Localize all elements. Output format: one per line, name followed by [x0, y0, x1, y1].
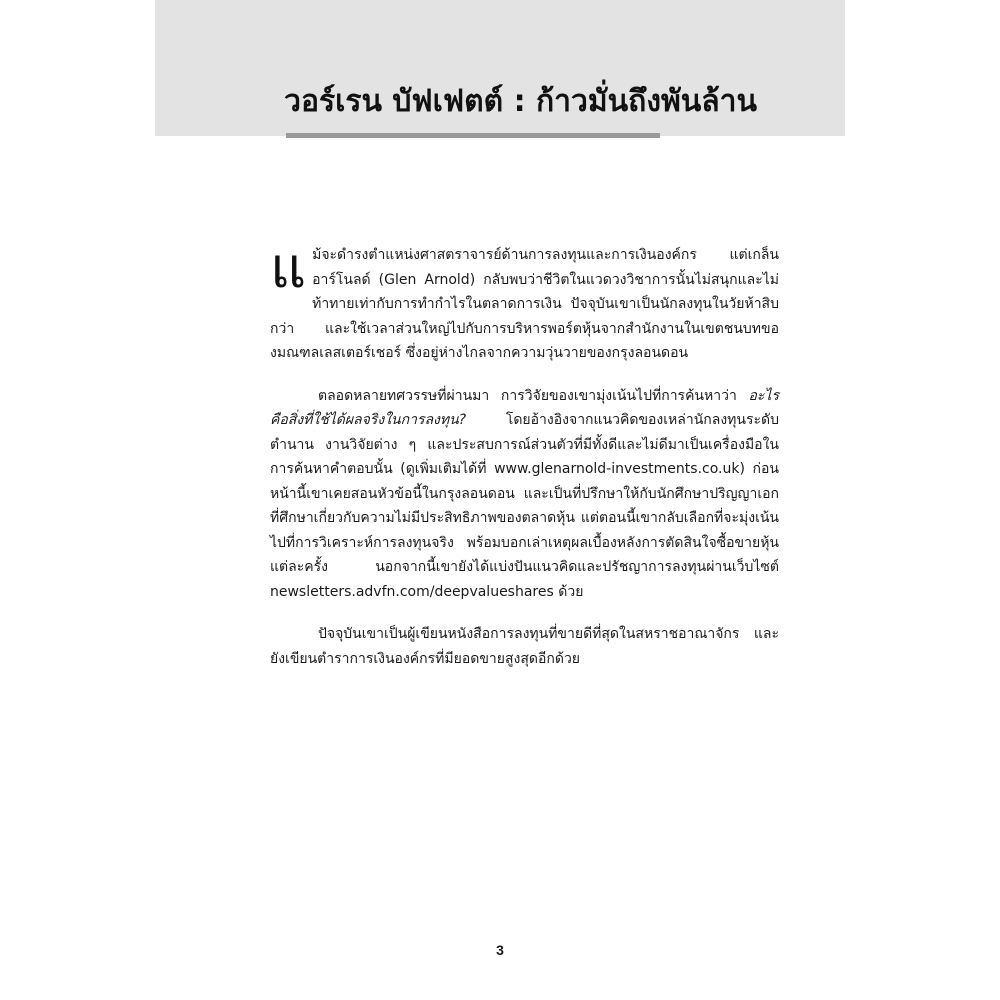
drop-cap: แ — [270, 236, 307, 301]
paragraph-2-rest: โดยอ้างอิงจากแนวคิดของเหล่านักลงทุนระดับตำนาน งานวิจัยต่าง ๆ และประสบการณ์ส่วนตัวที่มีทั้งดีและไม่ดีมาเป็นเครื่องมือในการค้นหาคำตอบนั้น (ดูเพิ่มเติมได้ที่ www.glenarnold-investments.co.uk) ก่อนหน้านี้เขาเคยสอนหัวข้อนี้ในกรุงลอนดอน และเป็นที่ปรึกษาให้กับนักศึกษาปริญญาเอกที่ศึกษาเกี่ยวกับความไม่มีประสิทธิภาพของตลาดหุ้น แต่ตอนนี้เขากลับเลือกที่จะมุ่งเน้นไปที่การวิเคราะห์การลงทุนจริง พร้อมบอกเล่าเหตุผลเบื้องหลังการตัดสินใจซื้อขายหุ้นแต่ละครั้ง นอกจากนี้เขายังได้แบ่งปันแนวคิดและปรัชญาการลงทุนผ่านเว็บไซต์ newsletters.advfn.com/deepvalueshares ด้วย — [270, 412, 779, 600]
body-text — [270, 236, 779, 689]
paragraph-1 — [270, 236, 779, 366]
page-number: 3 — [496, 942, 504, 958]
chapter-title: วอร์เรน บัฟเฟตต์ : ก้าวมั่นถึงพันล้าน — [284, 84, 757, 119]
paragraph-2-italic: อะไรคือสิ่งที่ใช้ได้ผลจริงในการลงทุน? — [270, 387, 779, 428]
paragraph-2-lead: ตลอดหลายทศวรรษที่ผ่านมา การวิจัยของเขามุ่งเน้นไปที่การค้นหาว่า — [318, 387, 749, 404]
paragraph-2 — [270, 384, 779, 605]
paragraph-3 — [270, 622, 779, 671]
paragraph-1-text: ม้จะดำรงตำแหน่งศาสตราจารย์ด้านการลงทุนและการเงินองค์กร แต่เกล็น อาร์โนลด์ (Glen Arnold) กลับพบว่าชีวิตในแวดวงวิชาการนั้นไม่สนุกและไม่ท้าทายเท่ากับการทำกำไรในตลาดการเงิน ปัจจุบันเขาเป็นนักลงทุนในวัยห้าสิบกว่า และใช้เวลาส่วนใหญ่ไปกับการบริหารพอร์ตหุ้นจากสำนักงานในเขตชนบทของมณฑลเลสเตอร์เชอร์ ซึ่งอยู่ห่างไกลจากความวุ่นวายของกรุงลอนดอน — [270, 247, 779, 361]
title-underline — [286, 133, 660, 138]
paragraph-3-text: ปัจจุบันเขาเป็นผู้เขียนหนังสือการลงทุนที่ขายดีที่สุดในสหราชอาณาจักร และยังเขียนตำราการเงินองค์กรที่มียอดขายสูงสุดอีกด้วย — [270, 626, 779, 667]
